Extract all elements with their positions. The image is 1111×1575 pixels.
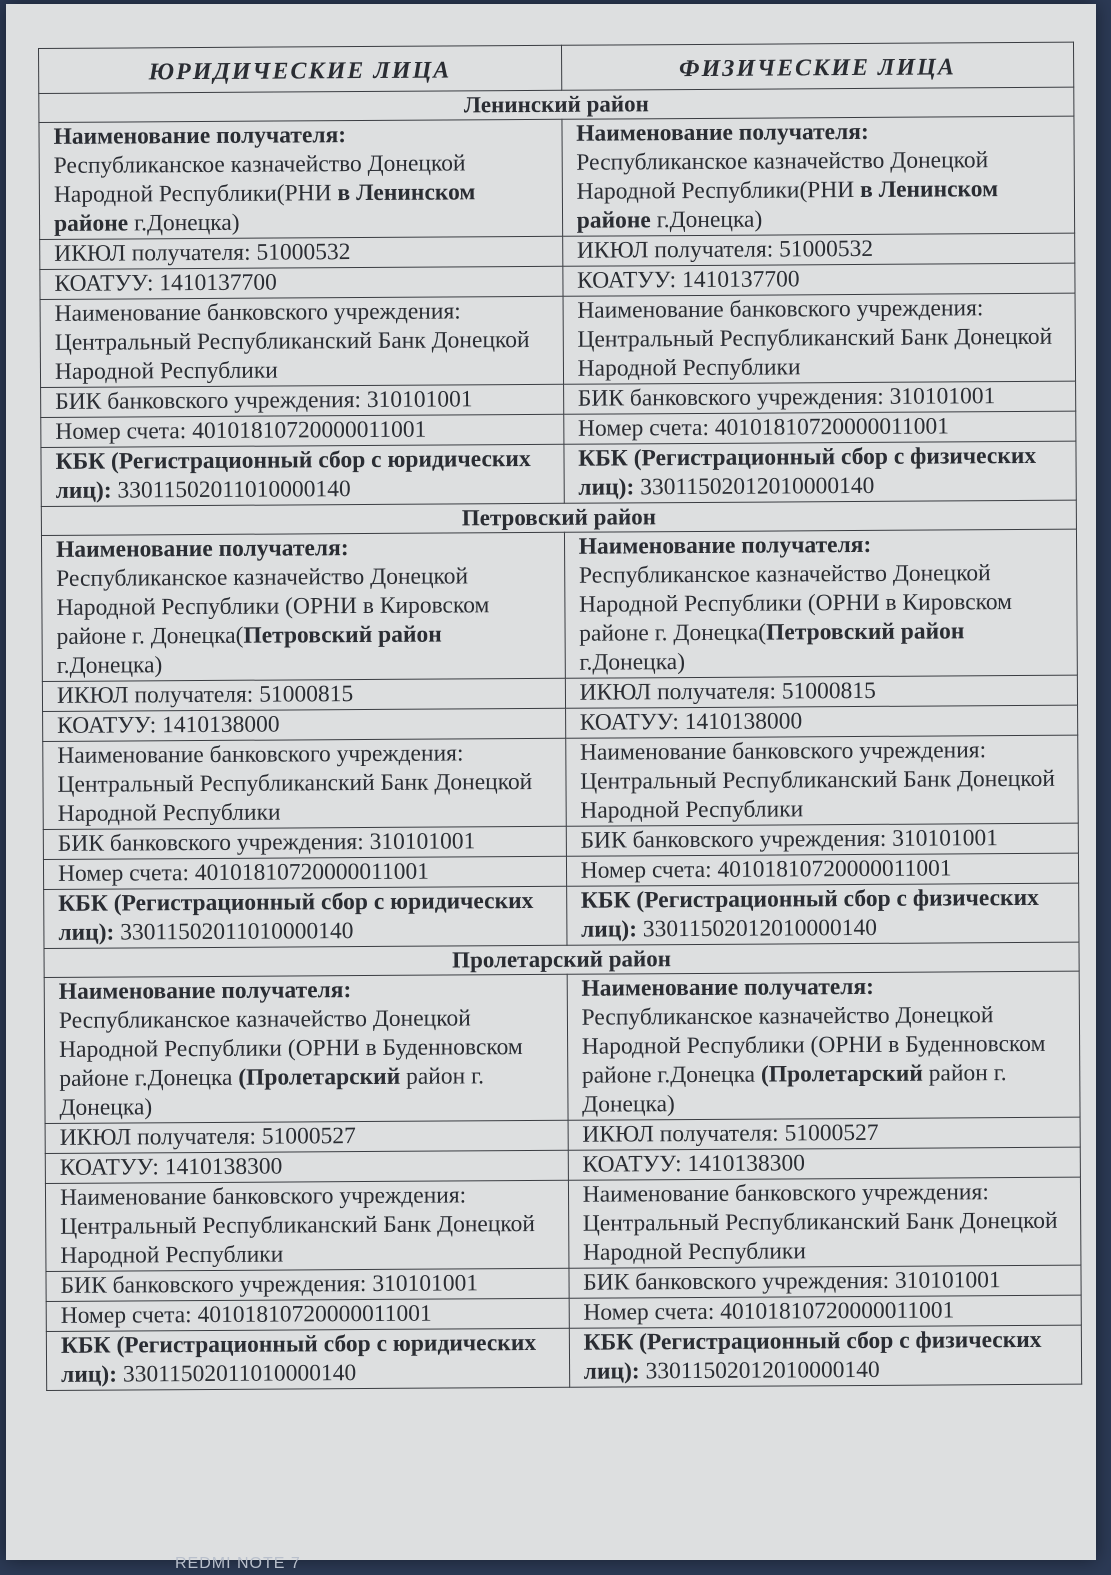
recipient-bold-text: (Пролетарский — [760, 1060, 923, 1088]
recipient-row — [44, 971, 1080, 1123]
recipient-legal-cell — [39, 119, 562, 239]
koatuu-value: 1410137700 — [681, 266, 800, 294]
bik-value: 310101001 — [889, 383, 996, 410]
ikyul-label: ИКЮЛ получателя: — [576, 236, 774, 264]
ikyul-value: 51000815 — [259, 681, 354, 708]
bik-label: БИК банковского учреждения: — [57, 829, 364, 857]
recipient-text-end: г.Донецка) — [128, 209, 240, 237]
district-name: Ленинский район — [39, 87, 1074, 122]
recipient-text: Республиканское казначейство Донецкой Народной Республики (ОРНИ в Кировском районе г. Донецка( — [56, 563, 490, 650]
bik-individual-cell — [563, 381, 1076, 414]
kbk-legal-cell — [44, 886, 567, 948]
bank-name-legal-cell — [40, 296, 563, 387]
document-paper — [6, 4, 1096, 1560]
recipient-text: Республиканское казначейство Донецкой Народной Республики (ОРНИ в Буденновском районе г.Донецка — [58, 1005, 523, 1092]
ikyul-legal-cell — [40, 236, 563, 269]
ikyul-label: ИКЮЛ получателя: — [579, 678, 777, 706]
koatuu-label: КОАТУУ: — [579, 709, 679, 736]
kbk-label: КБК (Регистрационный сбор с физических лиц): — [583, 1326, 1042, 1385]
recipient-text-end: район г. Донецка) — [59, 1063, 484, 1121]
bank-name-label: Наименование банковского учреждения: — [54, 298, 461, 327]
account-label: Номер счета: — [55, 418, 187, 445]
account-legal-cell — [43, 856, 566, 889]
table-body — [39, 87, 1082, 1390]
ikyul-value: 51000532 — [779, 235, 874, 263]
recipient-label: Наименование получателя: — [576, 118, 869, 147]
ikyul-label: ИКЮЛ получателя: — [582, 1120, 779, 1148]
ikyul-label: ИКЮЛ получателя: — [56, 681, 254, 709]
ikyul-value: 51000532 — [256, 239, 351, 266]
bik-legal-cell — [43, 826, 566, 859]
bank-name-label: Наименование банковского учреждения: — [582, 1179, 989, 1208]
koatuu-legal-cell — [40, 266, 563, 299]
koatuu-legal-cell — [43, 708, 566, 741]
kbk-label: КБК (Регистрационный сбор с юридических лиц): — [60, 1329, 537, 1388]
bank-name-legal-cell — [43, 738, 566, 829]
koatuu-value: 1410138000 — [684, 708, 803, 736]
kbk-label: КБК (Регистрационный сбор с юридических лиц): — [55, 445, 531, 504]
kbk-label: КБК (Регистрационный сбор с физических лиц): — [578, 442, 1037, 501]
recipient-label: Наименование получателя: — [581, 973, 875, 1002]
recipient-bold-text: в Ленинском районе — [53, 179, 476, 237]
kbk-row — [44, 883, 1079, 948]
koatuu-value: 1410137700 — [159, 269, 277, 297]
column-header-individual: ФИЗИЧЕСКИЕ ЛИЦА — [561, 42, 1074, 90]
koatuu-value: 1410138300 — [164, 1153, 283, 1181]
bik-value: 310101001 — [892, 825, 999, 852]
bank-name-value: Центральный Республиканский Банк Донецкой Народной Республики — [60, 1210, 536, 1269]
ikyul-label: ИКЮЛ получателя: — [54, 239, 251, 267]
account-value: 40101810720000011001 — [194, 858, 430, 887]
ikyul-individual-cell — [565, 675, 1078, 708]
bank-name-value: Центральный Республиканский Банк Донецкой Народной Республики — [57, 768, 533, 827]
bank-name-legal-cell — [45, 1180, 568, 1271]
recipient-text-end: район г. Донецка) — [582, 1060, 1007, 1118]
requisites-sheet — [38, 42, 1082, 1391]
ikyul-legal-cell — [42, 678, 565, 711]
table-header-row — [39, 42, 1074, 93]
bank-name-row — [45, 1177, 1081, 1271]
recipient-label: Наименование получателя: — [578, 531, 872, 560]
recipient-row — [41, 529, 1077, 681]
kbk-value: 33011502011010000140 — [120, 918, 354, 946]
account-individual-cell — [566, 853, 1079, 886]
account-label: Номер счета: — [60, 1302, 192, 1329]
account-legal-cell — [46, 1298, 569, 1331]
bank-name-individual-cell — [565, 735, 1078, 826]
kbk-value: 33011502012010000140 — [642, 914, 878, 943]
bik-individual-cell — [566, 823, 1079, 856]
bank-name-value: Центральный Республиканский Банк Донецкой Народной Республики — [54, 327, 530, 385]
bik-value: 310101001 — [372, 1270, 479, 1297]
recipient-text-end: г.Донецка) — [579, 649, 686, 676]
recipient-text: Республиканское казначейство Донецкой Народной Республики (ОРНИ в Кировском районе г. Донецка( — [578, 560, 1013, 647]
recipient-text: Республиканское казначейство Донецкой Народной Республики (ОРНИ в Буденновском районе г.Донецка — [581, 1002, 1046, 1089]
recipient-legal-cell — [41, 532, 565, 681]
koatuu-value: 1410138000 — [161, 711, 280, 739]
account-value: 40101810720000011001 — [192, 416, 427, 445]
account-individual-cell — [563, 411, 1076, 444]
bik-label: БИК банковского учреждения: — [583, 1267, 890, 1296]
koatuu-label: КОАТУУ: — [54, 270, 154, 297]
koatuu-individual-cell — [565, 705, 1078, 738]
bik-value: 310101001 — [369, 828, 476, 855]
ikyul-legal-cell — [45, 1120, 568, 1153]
bik-value: 310101001 — [366, 386, 473, 413]
recipient-individual-cell — [567, 971, 1080, 1120]
kbk-individual-cell — [566, 883, 1079, 945]
recipient-text-end: г.Донецка) — [650, 206, 763, 234]
bank-name-label: Наименование банковского учреждения: — [59, 1182, 467, 1211]
bank-name-row — [43, 735, 1079, 829]
kbk-label: КБК (Регистрационный сбор с юридических лиц): — [58, 887, 534, 946]
bik-label: БИК банковского учреждения: — [577, 383, 884, 412]
district-name: Петровский район — [41, 500, 1076, 535]
recipient-individual-cell — [562, 116, 1075, 236]
koatuu-label: КОАТУУ: — [577, 267, 677, 294]
bik-label: БИК банковского учреждения: — [580, 825, 887, 854]
kbk-value: 33011502011010000140 — [117, 476, 351, 504]
recipient-label: Наименование получателя: — [55, 535, 349, 563]
kbk-legal-cell — [41, 444, 564, 506]
kbk-value: 33011502012010000140 — [645, 1356, 880, 1385]
ikyul-value: 51000527 — [784, 1119, 879, 1147]
bank-name-individual-cell — [568, 1177, 1081, 1268]
bank-name-value: Центральный Республиканский Банк Донецкой Народной Республики — [577, 323, 1053, 382]
koatuu-value: 1410138300 — [687, 1150, 806, 1178]
recipient-row — [39, 116, 1075, 239]
recipient-label: Наименование получателя: — [53, 122, 347, 150]
recipient-text: Республиканское казначейство Донецкой Народной Республики(РНИ — [576, 147, 989, 205]
bank-name-label: Наименование банковского учреждения: — [577, 295, 984, 324]
recipient-bold-text: Петровский район — [765, 618, 965, 646]
kbk-value: 33011502011010000140 — [122, 1360, 357, 1388]
ikyul-value: 51000815 — [781, 677, 876, 705]
district-name: Пролетарский район — [44, 942, 1079, 977]
bik-label: БИК банковского учреждения: — [55, 387, 362, 415]
recipient-label: Наименование получателя: — [58, 977, 352, 1005]
account-label: Номер счета: — [57, 860, 190, 887]
ikyul-individual-cell — [562, 233, 1075, 266]
koatuu-individual-cell — [563, 263, 1076, 296]
recipient-bold-text: Петровский район — [243, 621, 442, 649]
kbk-value: 33011502012010000140 — [640, 472, 875, 501]
account-legal-cell — [41, 414, 564, 447]
recipient-text: Республиканское казначейство Донецкой Народной Республики(РНИ — [53, 150, 466, 208]
bank-name-row — [40, 293, 1076, 387]
recipient-individual-cell — [564, 529, 1077, 678]
bik-label: БИК банковского учреждения: — [60, 1271, 367, 1299]
kbk-individual-cell — [569, 1325, 1082, 1387]
account-label: Номер счета: — [580, 856, 712, 884]
recipient-legal-cell — [44, 974, 568, 1123]
column-header-legal: ЮРИДИЧЕСКИЕ ЛИЦА — [39, 45, 562, 93]
account-value: 40101810720000011001 — [717, 855, 952, 883]
requisites-table — [38, 42, 1082, 1391]
koatuu-label: КОАТУУ: — [59, 1154, 159, 1181]
account-value: 40101810720000011001 — [714, 413, 950, 441]
kbk-legal-cell — [46, 1328, 569, 1390]
recipient-bold-text: в Ленинском районе — [576, 176, 999, 234]
koatuu-legal-cell — [45, 1150, 568, 1183]
koatuu-individual-cell — [568, 1147, 1081, 1180]
bank-name-label: Наименование банковского учреждения: — [57, 740, 464, 769]
account-label: Номер счета: — [577, 414, 710, 442]
ikyul-individual-cell — [568, 1117, 1081, 1150]
recipient-bold-text: (Пролетарский — [238, 1063, 401, 1091]
bik-value: 310101001 — [894, 1267, 1001, 1294]
ikyul-value: 51000527 — [261, 1123, 356, 1150]
account-label: Номер счета: — [583, 1298, 715, 1326]
bik-individual-cell — [569, 1265, 1082, 1298]
recipient-text-end: г.Донецка) — [56, 652, 163, 679]
kbk-individual-cell — [564, 441, 1077, 503]
bank-name-label: Наименование банковского учреждения: — [579, 737, 987, 766]
camera-watermark: REDMI NOTE 7 — [175, 1555, 301, 1572]
bank-name-value: Центральный Республиканский Банк Донецкой Народной Республики — [582, 1207, 1058, 1266]
koatuu-label: КОАТУУ: — [57, 712, 157, 739]
bank-name-individual-cell — [563, 293, 1076, 384]
bik-legal-cell — [46, 1268, 569, 1301]
kbk-row — [41, 441, 1076, 506]
account-individual-cell — [569, 1295, 1082, 1328]
ikyul-label: ИКЮЛ получателя: — [59, 1123, 257, 1151]
account-value: 40101810720000011001 — [197, 1300, 432, 1329]
account-value: 40101810720000011001 — [720, 1297, 955, 1325]
kbk-row — [46, 1325, 1081, 1390]
bik-legal-cell — [41, 384, 564, 417]
bank-name-value: Центральный Республиканский Банк Донецкой Народной Республики — [580, 765, 1055, 824]
koatuu-label: КОАТУУ: — [582, 1151, 682, 1178]
kbk-label: КБК (Регистрационный сбор с физических лиц): — [580, 884, 1039, 943]
